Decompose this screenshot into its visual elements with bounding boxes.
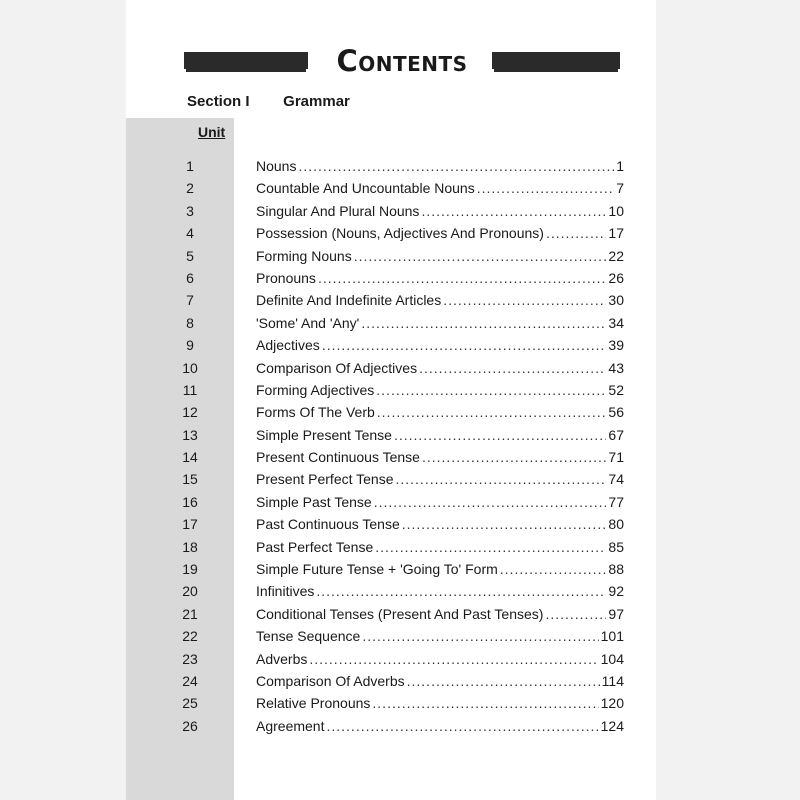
toc-entry[interactable] — [160, 379, 624, 401]
toc-entry[interactable] — [160, 536, 624, 558]
dot-leader — [422, 446, 606, 468]
unit-title: Relative Pronouns — [256, 695, 371, 712]
dot-leader — [377, 401, 607, 423]
unit-title: Comparison Of Adjectives — [256, 359, 418, 376]
dot-leader — [298, 155, 614, 177]
toc-entry-line — [256, 424, 624, 446]
toc-entry[interactable] — [160, 289, 624, 311]
unit-number: 19 — [182, 561, 198, 578]
unit-number: 8 — [186, 314, 194, 331]
unit-number: 6 — [186, 269, 194, 286]
toc-entry[interactable] — [160, 692, 624, 714]
unit-title: Possession (Nouns, Adjectives And Pronouns) — [256, 225, 544, 242]
unit-title: Singular And Plural Nouns — [256, 202, 420, 219]
title-banner — [180, 44, 624, 84]
unit-number: 9 — [186, 337, 194, 354]
unit-number: 2 — [186, 180, 194, 197]
unit-number: 3 — [186, 202, 194, 219]
dot-leader — [394, 424, 606, 446]
page-number: 10 — [608, 202, 624, 219]
dot-leader — [477, 177, 614, 199]
toc-entry-line — [256, 692, 624, 714]
toc-entry-line — [256, 536, 624, 558]
page-number: 39 — [608, 337, 624, 354]
toc-entry[interactable] — [160, 513, 624, 535]
toc-entry-line — [256, 670, 624, 692]
toc-entry[interactable] — [160, 580, 624, 602]
section-label: Section I — [187, 93, 250, 110]
toc-entry-line — [256, 289, 624, 311]
unit-title: Conditional Tenses (Present And Past Tenses) — [256, 605, 544, 622]
unit-title: Countable And Uncountable Nouns — [256, 180, 475, 197]
unit-number: 21 — [182, 605, 198, 622]
unit-number: 10 — [182, 359, 198, 376]
unit-title: Forming Adjectives — [256, 381, 375, 398]
page-number: 71 — [608, 449, 624, 466]
dot-leader — [395, 468, 606, 490]
toc-entry-line — [256, 715, 624, 737]
toc-entry-line — [256, 267, 624, 289]
toc-entry[interactable] — [160, 357, 624, 379]
dot-leader — [500, 558, 607, 580]
toc-entry[interactable] — [160, 177, 624, 199]
toc-entry[interactable] — [160, 334, 624, 356]
toc-entry-line — [256, 177, 624, 199]
toc-entry[interactable] — [160, 424, 624, 446]
page-number: 52 — [608, 381, 624, 398]
toc-entry-line — [256, 491, 624, 513]
title-bar-right — [492, 52, 620, 69]
dot-leader — [545, 603, 606, 625]
toc-entry[interactable] — [160, 446, 624, 468]
unit-title: Definite And Indefinite Articles — [256, 292, 442, 309]
page-number: 114 — [601, 672, 624, 689]
toc-entry[interactable] — [160, 245, 624, 267]
page-number: 124 — [600, 717, 624, 734]
page-number: 101 — [600, 628, 624, 645]
dot-leader — [407, 670, 600, 692]
dot-leader — [326, 715, 598, 737]
toc-entry[interactable] — [160, 648, 624, 670]
page-number: 30 — [608, 292, 624, 309]
page-number: 26 — [608, 269, 624, 286]
unit-title: Agreement — [256, 717, 325, 734]
unit-title: Comparison Of Adverbs — [256, 672, 405, 689]
dot-leader — [361, 312, 606, 334]
page-number: 43 — [608, 359, 624, 376]
unit-title: 'Some' And 'Any' — [256, 314, 360, 331]
unit-number: 4 — [186, 225, 194, 242]
dot-leader — [322, 334, 607, 356]
dot-leader — [362, 625, 598, 647]
page-number: 17 — [608, 225, 624, 242]
dot-leader — [443, 289, 606, 311]
page-number: 74 — [608, 471, 624, 488]
toc-entry-line — [256, 357, 624, 379]
unit-title: Present Perfect Tense — [256, 471, 394, 488]
page-number: 85 — [608, 538, 624, 555]
dot-leader — [316, 580, 606, 602]
unit-title: Present Continuous Tense — [256, 449, 420, 466]
dot-leader — [309, 648, 598, 670]
dot-leader — [376, 379, 606, 401]
toc-entry-line — [256, 155, 624, 177]
unit-number: 14 — [182, 449, 198, 466]
unit-title: Adverbs — [256, 650, 308, 667]
toc-entry[interactable] — [160, 200, 624, 222]
page-number: 56 — [608, 404, 624, 421]
toc-entry-line — [256, 200, 624, 222]
page-number: 34 — [608, 314, 624, 331]
unit-number: 1 — [186, 158, 194, 174]
toc-entry[interactable] — [160, 312, 624, 334]
dot-leader — [421, 200, 606, 222]
unit-number: 12 — [182, 404, 198, 421]
toc-entry[interactable] — [160, 222, 624, 244]
toc-entry[interactable] — [160, 401, 624, 423]
page-number: 80 — [608, 516, 624, 533]
unit-title: Adjectives — [256, 337, 320, 354]
toc-entry-line — [256, 558, 624, 580]
dot-leader — [419, 357, 606, 379]
toc-entry[interactable] — [160, 491, 624, 513]
unit-number: 23 — [182, 650, 198, 667]
page-number: 67 — [608, 426, 624, 443]
unit-number: 20 — [182, 583, 198, 600]
unit-title: Simple Present Tense — [256, 426, 392, 443]
unit-title: Tense Sequence — [256, 628, 361, 645]
toc-entry-line — [256, 625, 624, 647]
page-number: 1 — [616, 158, 624, 174]
toc-entry[interactable] — [160, 625, 624, 647]
unit-number: 25 — [182, 695, 198, 712]
page-number: 92 — [608, 583, 624, 600]
unit-title: Past Perfect Tense — [256, 538, 374, 555]
unit-number: 16 — [182, 493, 198, 510]
toc-entry-line — [256, 401, 624, 423]
unit-title: Simple Past Tense — [256, 493, 372, 510]
page-number: 88 — [608, 561, 624, 578]
dot-leader — [546, 222, 606, 244]
toc-entry[interactable] — [160, 715, 624, 737]
dot-leader — [318, 267, 606, 289]
toc-entry[interactable] — [160, 468, 624, 490]
unit-number: 24 — [182, 672, 198, 689]
unit-number: 22 — [182, 628, 198, 645]
unit-title: Forms Of The Verb — [256, 404, 375, 421]
dot-leader — [354, 245, 607, 267]
page-number: 77 — [608, 493, 624, 510]
toc-entry[interactable] — [160, 670, 624, 692]
toc-entry[interactable] — [160, 267, 624, 289]
page-number: 7 — [616, 180, 624, 197]
unit-number: 13 — [182, 426, 198, 443]
unit-number: 17 — [182, 516, 198, 533]
toc-entry-line — [256, 648, 624, 670]
unit-title: Nouns — [256, 158, 297, 174]
toc-entry[interactable] — [160, 558, 624, 580]
unit-title: Infinitives — [256, 583, 315, 600]
dot-leader — [374, 491, 607, 513]
unit-number: 26 — [182, 717, 198, 734]
toc-entry-line — [256, 312, 624, 334]
unit-number: 7 — [186, 292, 194, 309]
toc-entry-line — [256, 446, 624, 468]
toc-entry-line — [256, 379, 624, 401]
section-name: Grammar — [283, 93, 350, 110]
unit-title: Forming Nouns — [256, 247, 352, 264]
unit-number: 15 — [182, 471, 198, 488]
dot-leader — [375, 536, 606, 558]
page-number: 97 — [608, 605, 624, 622]
toc-entry-line — [256, 334, 624, 356]
page-number: 22 — [608, 247, 624, 264]
table-of-contents — [160, 155, 624, 737]
unit-title: Simple Future Tense + 'Going To' Form — [256, 561, 498, 578]
unit-number: 18 — [182, 538, 198, 555]
toc-entry[interactable] — [160, 603, 624, 625]
toc-entry-line — [256, 513, 624, 535]
dot-leader — [402, 513, 607, 535]
unit-title: Past Continuous Tense — [256, 516, 400, 533]
unit-column-heading: Unit — [198, 124, 226, 140]
dot-leader — [372, 692, 598, 714]
page-number: 104 — [600, 650, 624, 667]
toc-entry-line — [256, 468, 624, 490]
page-title: Contents — [336, 44, 468, 78]
toc-entry-line — [256, 580, 624, 602]
toc-entry-line — [256, 222, 624, 244]
page-number: 120 — [600, 695, 624, 712]
section-heading — [187, 93, 350, 110]
unit-number: 5 — [186, 247, 194, 264]
toc-entry-line — [256, 603, 624, 625]
toc-entry-line — [256, 245, 624, 267]
unit-number: 11 — [182, 381, 198, 398]
toc-entry[interactable] — [160, 155, 624, 177]
unit-title: Pronouns — [256, 269, 316, 286]
